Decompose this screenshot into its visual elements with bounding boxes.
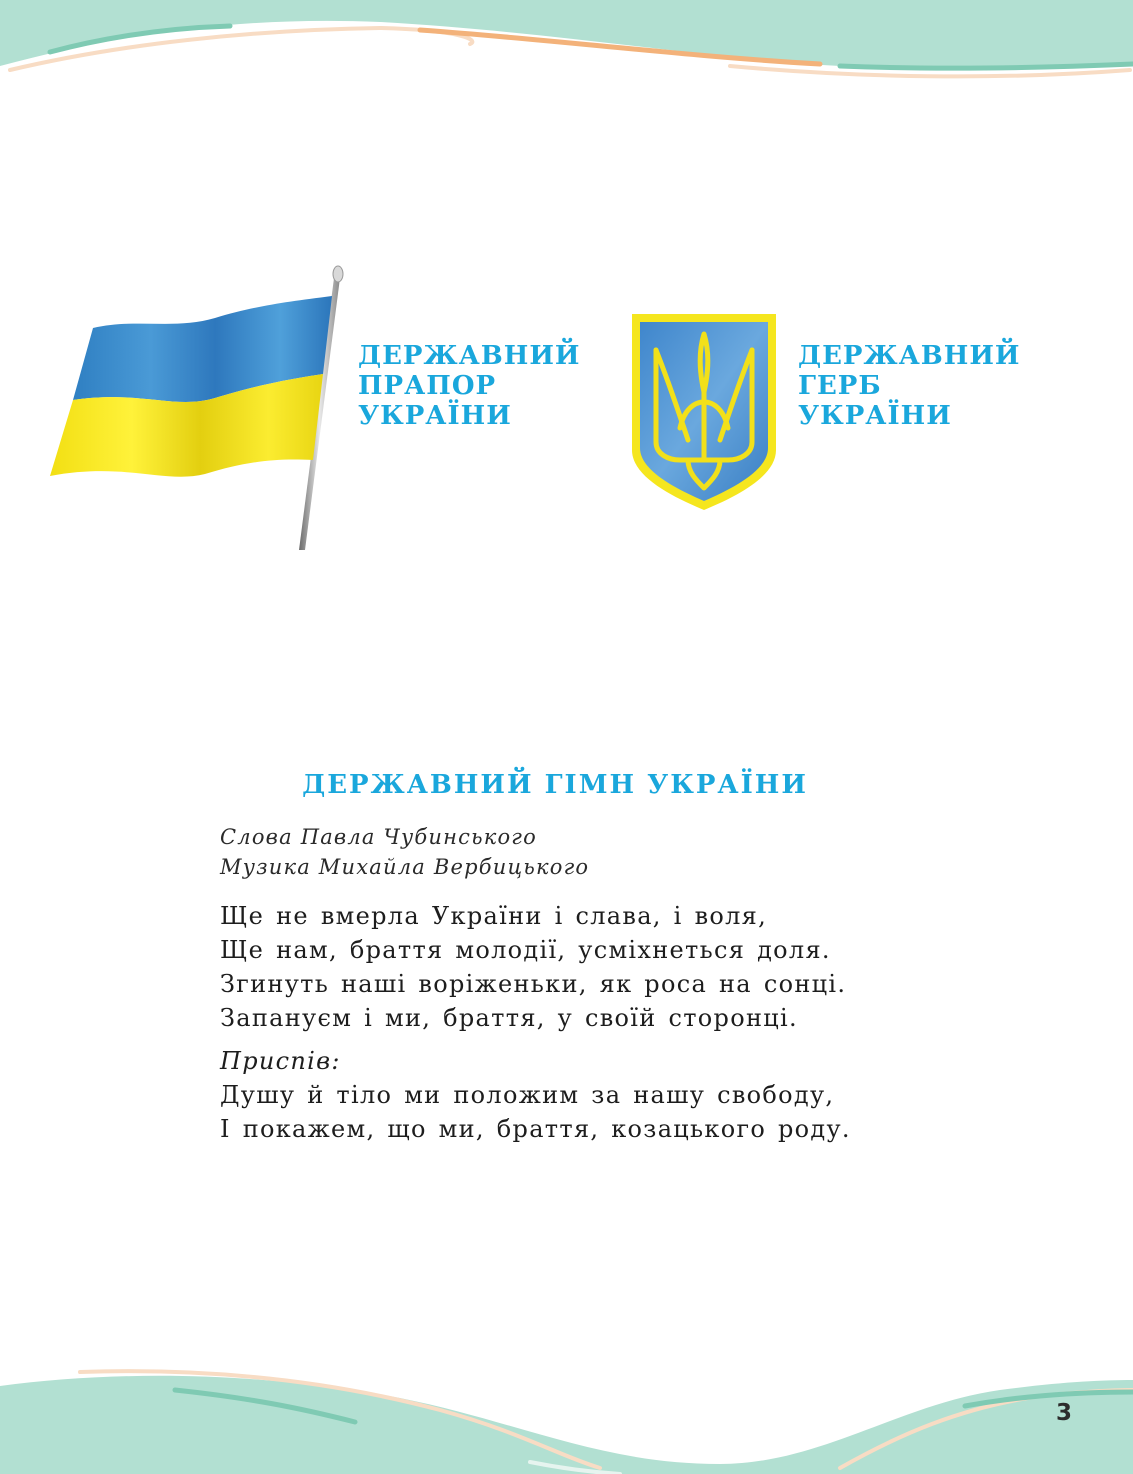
lyrics-author: Слова Павла Чубинського: [220, 825, 537, 849]
coat-title-line: УКРАЇНИ: [798, 401, 952, 431]
ukraine-flag-icon: [45, 262, 355, 554]
anthem-chorus: [220, 1044, 851, 1146]
coat-of-arms-illustration: [628, 310, 780, 514]
flag-title-line: УКРАЇНИ: [358, 401, 512, 431]
coat-of-arms-title: [798, 341, 1020, 431]
page-number: 3: [1055, 1400, 1072, 1426]
trident-shield-icon: [628, 310, 780, 514]
flag-title-line: ДЕРЖАВНИЙ: [358, 341, 581, 371]
anthem-credits: [220, 822, 589, 882]
coat-title-line: ДЕРЖАВНИЙ: [798, 341, 1021, 371]
flag-title-line: ПРАПОР: [358, 371, 497, 401]
music-author: Музика Михайла Вербицького: [220, 855, 590, 879]
anthem-verse: [220, 899, 846, 1035]
verse-line: Згинуть наші воріженьки, як роса на сонці.: [220, 970, 847, 998]
verse-line: Ще нам, браття молодії, усміхнеться доля.: [220, 936, 831, 964]
coat-title-line: ГЕРБ: [798, 371, 882, 401]
chorus-line: І покажем, що ми, браття, козацького роду.: [220, 1115, 851, 1143]
chorus-label: Приспів:: [220, 1047, 341, 1075]
verse-line: Запануєм і ми, браття, у своїй сторонці.: [220, 1004, 798, 1032]
anthem-title: ДЕРЖАВНИЙ ГІМН УКРАЇНИ: [302, 770, 808, 800]
chorus-line: Душу й тіло ми положим за нашу свободу,: [220, 1081, 835, 1109]
top-wave-decoration: [0, 0, 1133, 90]
flag-title: [358, 341, 580, 431]
bottom-wave-decoration: [0, 1364, 1133, 1474]
state-flag-illustration: [45, 262, 355, 554]
verse-line: Ще не вмерла України і слава, і воля,: [220, 902, 768, 930]
